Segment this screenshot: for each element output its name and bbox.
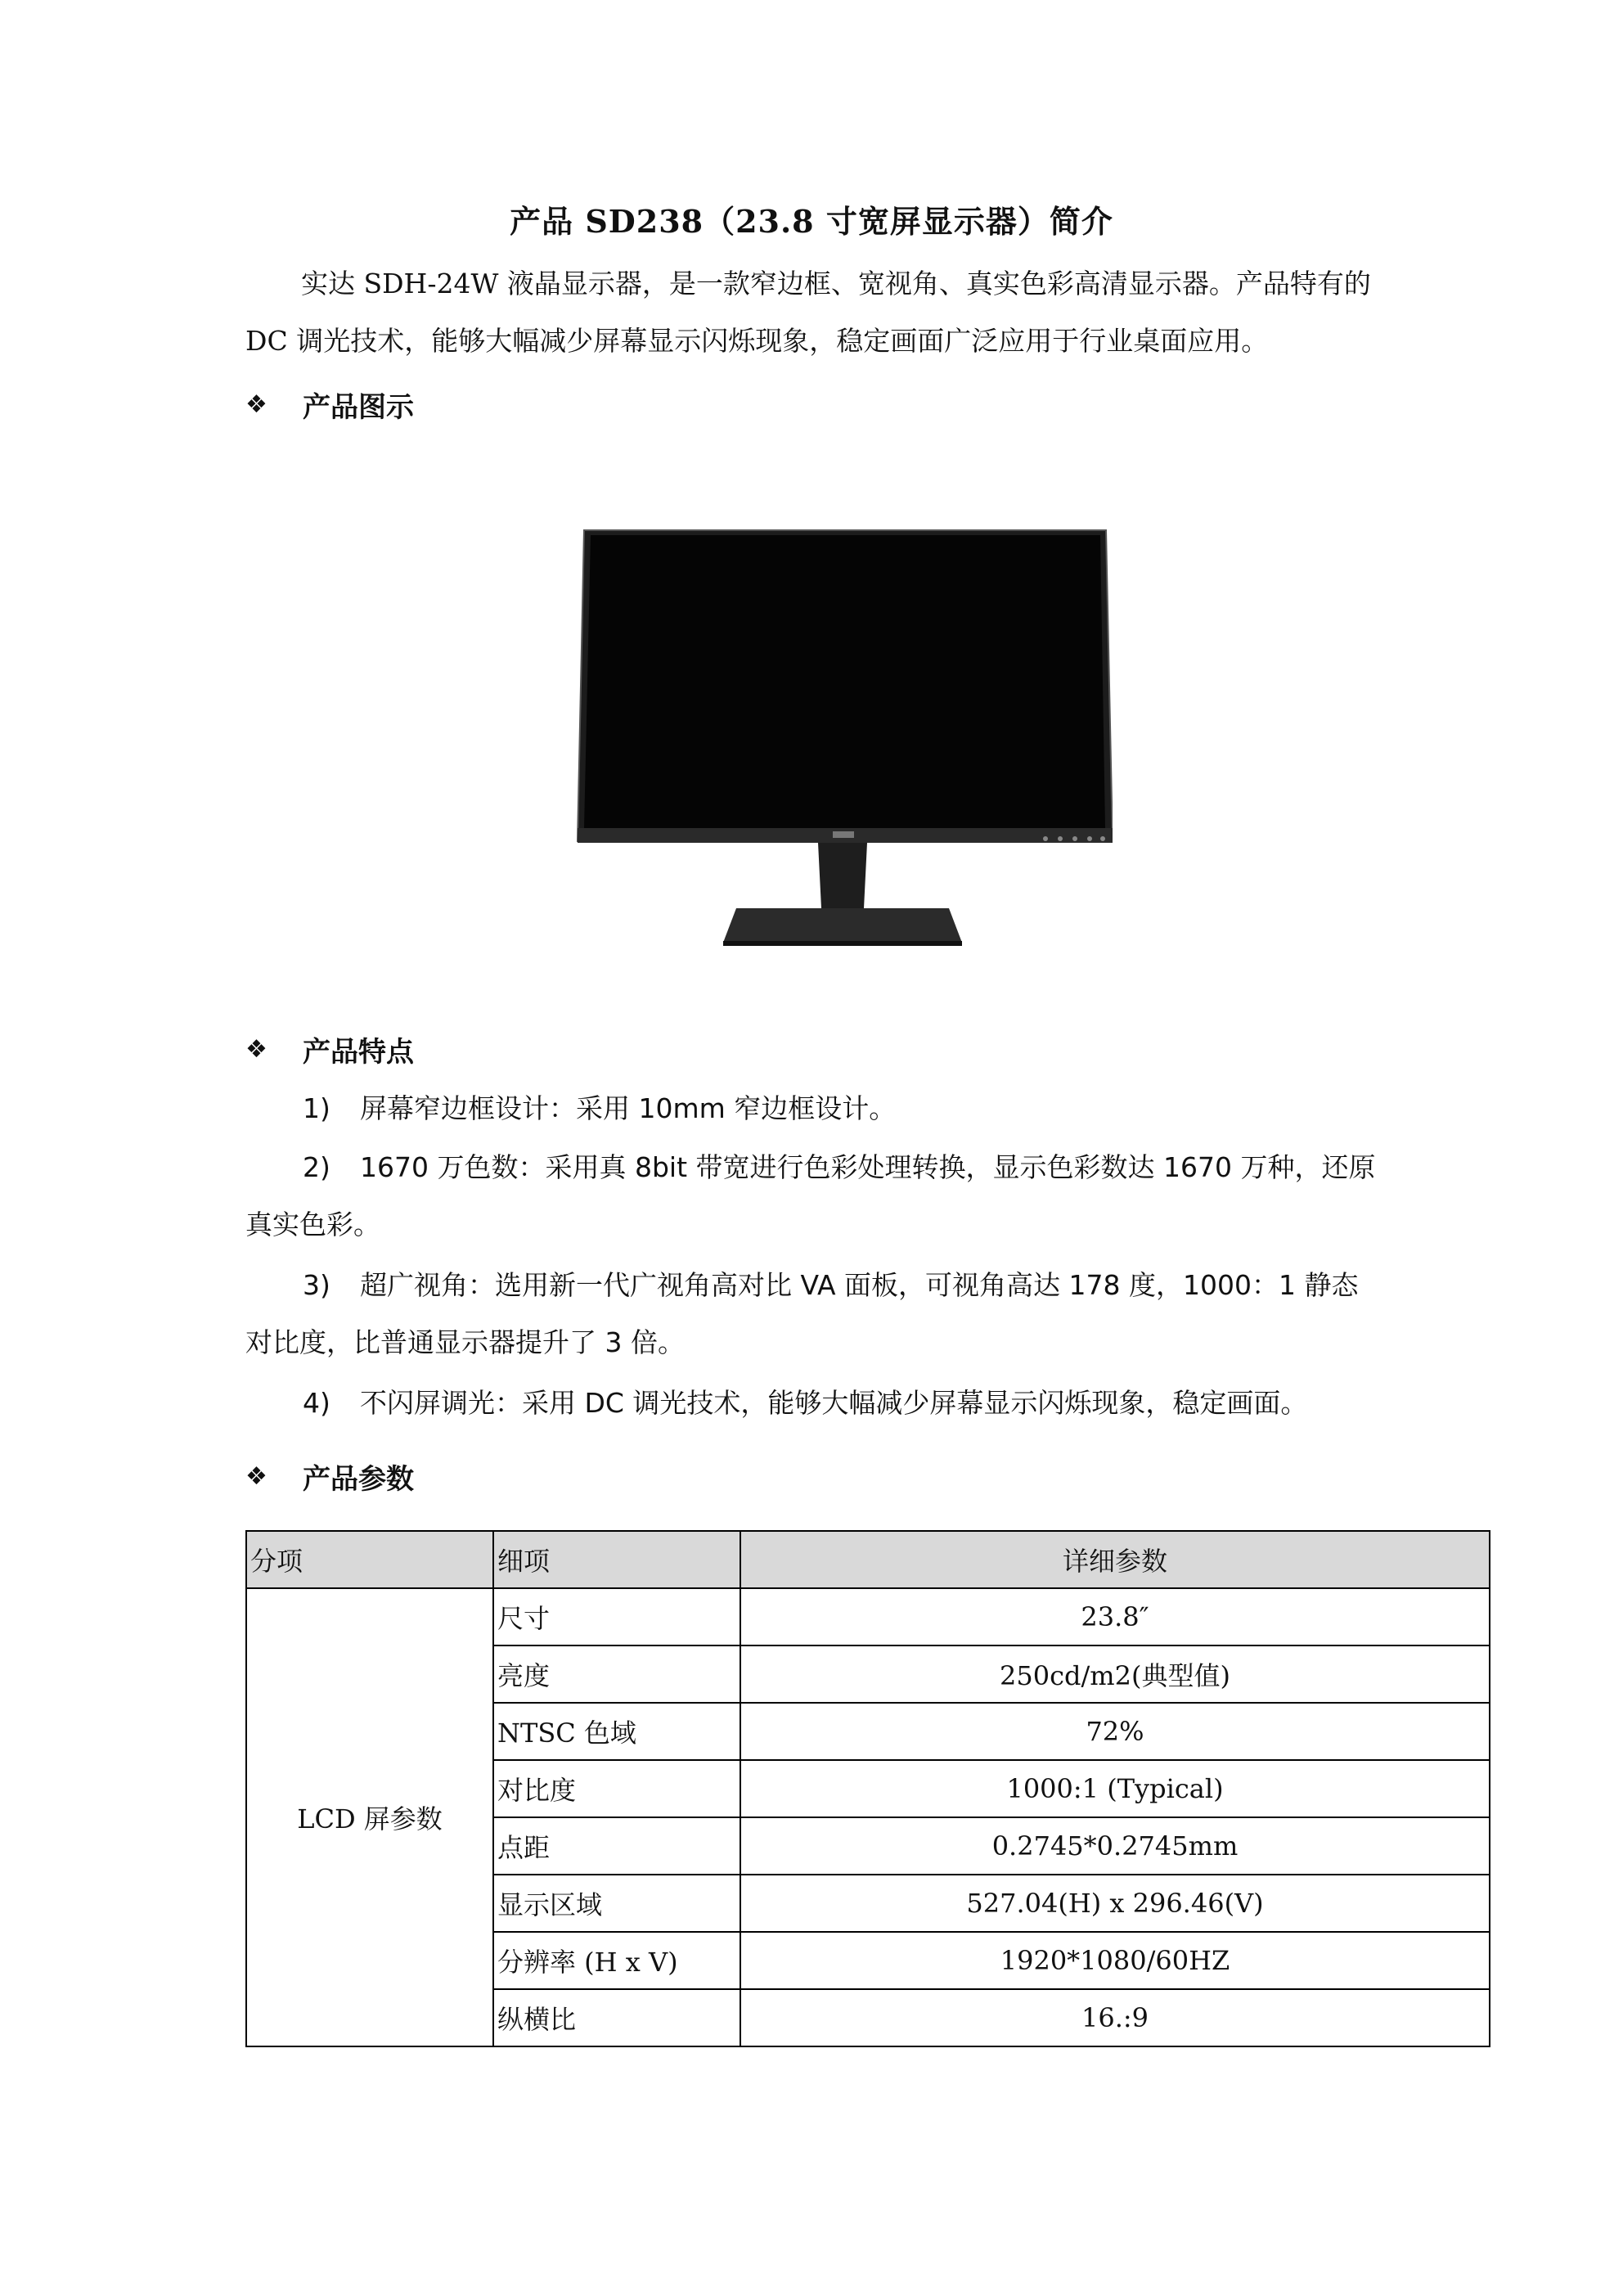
param-value: 527.04(H) x 296.46(V) (740, 1875, 1490, 1932)
diamond-bullet-icon: ❖ (245, 390, 268, 419)
feature-item-1 (303, 1080, 896, 1137)
param-name: 尺寸 (493, 1588, 740, 1645)
feature-number: 3) (303, 1269, 330, 1301)
section-product-params (245, 1456, 414, 1497)
param-name: NTSC 色域 (493, 1703, 740, 1760)
param-value: 23.8″ (740, 1588, 1490, 1645)
param-value: 250cd/m2(典型值) (740, 1645, 1490, 1703)
section-product-image (245, 385, 414, 425)
param-name: 对比度 (493, 1760, 740, 1817)
param-value: 1000:1 (Typical) (740, 1760, 1490, 1817)
feature-text: 不闪屏调光：采用 DC 调光技术，能够大幅减少屏幕显示闪烁现象，稳定画面。 (360, 1387, 1308, 1419)
param-name: 显示区域 (493, 1875, 740, 1932)
intro-paragraph: 实达 SDH-24W 液晶显示器，是一款窄边框、宽视角、真实色彩高清显示器。产品特有的 DC 调光技术，能够大幅减少屏幕显示闪烁现象，稳定画面广泛应用于行业桌面应用。 (245, 268, 1371, 357)
table-header-row (246, 1531, 1490, 1588)
group-label: LCD 屏参数 (246, 1588, 493, 2046)
monitor-product-image (573, 524, 1113, 957)
feature-text: 超广视角：选用新一代广视角高对比 VA 面板，可视角高达 178 度，1000：1 静态 (360, 1269, 1359, 1301)
table-row (246, 1588, 1490, 1645)
header-category: 分项 (246, 1531, 493, 1588)
section-label: 产品特点 (303, 1036, 414, 1069)
feature-text-continued: 真实色彩。 (245, 1209, 380, 1240)
feature-item-3 (245, 1257, 1382, 1371)
section-label: 产品参数 (303, 1463, 414, 1496)
param-value: 16.:9 (740, 1989, 1490, 2046)
feature-number: 4) (303, 1387, 330, 1419)
param-name: 分辨率 (H x V) (493, 1932, 740, 1989)
feature-item-4 (303, 1375, 1307, 1432)
param-value: 72% (740, 1703, 1490, 1760)
feature-item-2 (245, 1139, 1382, 1254)
header-item: 细项 (493, 1531, 740, 1588)
section-product-features (245, 1029, 414, 1069)
page-title: 产品 SD238（23.8 寸宽屏显示器）简介 (510, 203, 1113, 240)
feature-text: 屏幕窄边框设计：采用 10mm 窄边框设计。 (360, 1092, 897, 1124)
feature-number: 2) (303, 1151, 330, 1183)
param-value: 0.2745*0.2745mm (740, 1817, 1490, 1875)
header-detail: 详细参数 (740, 1531, 1490, 1588)
feature-text-continued: 对比度，比普通显示器提升了 3 倍。 (245, 1326, 685, 1358)
param-name: 点距 (493, 1817, 740, 1875)
section-label: 产品图示 (303, 391, 414, 424)
param-value: 1920*1080/60HZ (740, 1932, 1490, 1989)
spec-table (245, 1530, 1490, 2047)
diamond-bullet-icon: ❖ (245, 1035, 268, 1064)
param-name: 亮度 (493, 1645, 740, 1703)
feature-number: 1) (303, 1092, 330, 1124)
diamond-bullet-icon: ❖ (245, 1462, 268, 1491)
feature-text: 1670 万色数：采用真 8bit 带宽进行色彩处理转换，显示色彩数达 1670 万种，还原 (360, 1151, 1376, 1183)
param-name: 纵横比 (493, 1989, 740, 2046)
